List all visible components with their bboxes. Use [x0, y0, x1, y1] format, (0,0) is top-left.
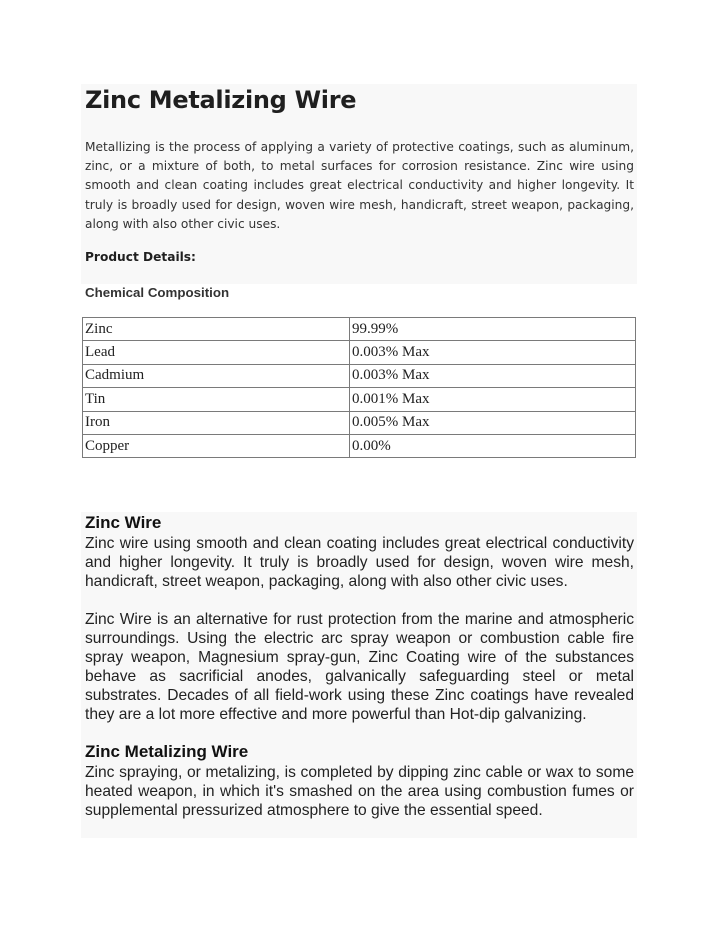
table-row	[83, 364, 636, 387]
intro-paragraph: Metallizing is the process of applying a variety of protective coatings, such as aluminum, zinc, or a mixture of both, to metal surfaces for corrosion resistance. Zinc wire using smooth and clean coating includes great electrical conductivity and higher longevity. It truly is broadly used for design, woven wire mesh, handicraft, street weapon, packaging, along with also other civic uses.	[85, 140, 634, 231]
element-cell: Lead	[83, 341, 350, 364]
zinc-wire-paragraph-1: Zinc wire using smooth and clean coating includes great electrical conductivity and higher longevity. It truly is broadly used for design, woven wire mesh, handicraft, street weapon, packaging, along with also other civic uses.	[85, 535, 634, 590]
element-cell: Cadmium	[83, 364, 350, 387]
value-cell: 99.99%	[350, 318, 636, 341]
table-row	[83, 434, 636, 457]
zinc-metalizing-wire-paragraph: Zinc spraying, or metalizing, is completed by dipping zinc cable or wax to some heated weapon, in which it's smashed on the area using combustion fumes or supplemental pressurized atmosphere to give the essential speed.	[85, 764, 634, 819]
table-row	[83, 341, 636, 364]
value-cell: 0.003% Max	[350, 364, 636, 387]
product-details-label: Product Details:	[85, 250, 196, 264]
element-cell: Tin	[83, 388, 350, 411]
value-cell: 0.00%	[350, 434, 636, 457]
composition-table	[82, 317, 636, 458]
table-row	[83, 388, 636, 411]
element-cell: Zinc	[83, 318, 350, 341]
element-cell: Copper	[83, 434, 350, 457]
element-cell: Iron	[83, 411, 350, 434]
zinc-wire-heading: Zinc Wire	[85, 513, 162, 532]
table-row	[83, 411, 636, 434]
zinc-wire-paragraph-2: Zinc Wire is an alternative for rust protection from the marine and atmospheric surroundings. Using the electric arc spray weapon or combustion cable fire spray weapon, Magnesium spray-gun, Zinc Coating wire of the substances behave as sacrificial anodes, galvanically safeguarding steel or metal substrates. Decades of all field-work using these Zinc coatings have revealed they are a lot more effective and more powerful than Hot-dip galvanizing.	[85, 611, 634, 723]
value-cell: 0.003% Max	[350, 341, 636, 364]
value-cell: 0.005% Max	[350, 411, 636, 434]
zinc-metalizing-wire-heading: Zinc Metalizing Wire	[85, 742, 249, 761]
chemical-composition-heading: Chemical Composition	[85, 285, 230, 300]
table-row	[83, 318, 636, 341]
value-cell: 0.001% Max	[350, 388, 636, 411]
page-title: Zinc Metalizing Wire	[85, 86, 357, 114]
